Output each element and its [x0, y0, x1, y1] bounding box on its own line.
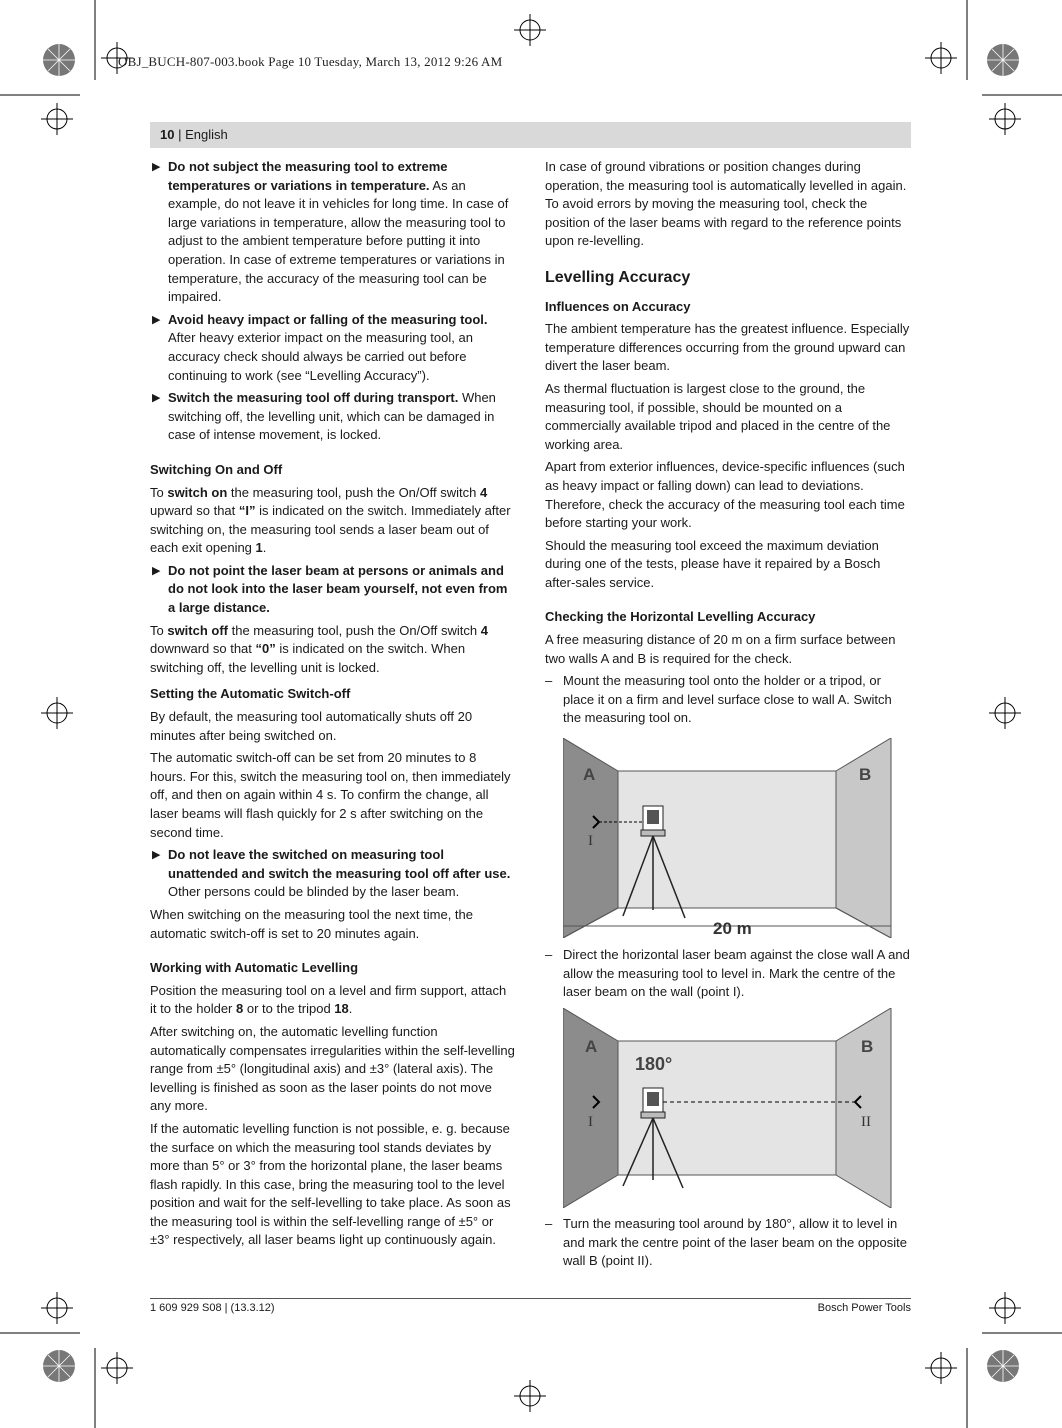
section-heading: Working with Automatic Levelling [150, 960, 359, 976]
step-item: – Direct the horizontal laser beam against the close wall A and allow the measuring tool to level in. Mark the centre of the laser beam on the wall (point I). [545, 947, 910, 1000]
page-number: 10 [160, 127, 175, 142]
paragraph: Should the measuring tool exceed the maximum deviation during one of the tests, please have it repaired by a Bosch after-sales service. [545, 537, 881, 590]
bullet-text: Other persons could be blinded by the laser beam. [168, 884, 460, 900]
paragraph: The ambient temperature has the greatest influence. Especially temperature differences occurring from the ground upward can divert the laser beam. [545, 321, 910, 374]
bullet-triangle-icon: ▶ [152, 392, 161, 405]
paragraph: As thermal fluctuation is largest close to the ground, the measuring tool, if possible, should be mounted on a commercially available tripod and placed in the centre of the working area. [545, 380, 891, 452]
bullet-bold: Avoid heavy impact or falling of the measuring tool. [168, 311, 488, 327]
paragraph: To switch off the measuring tool, push the On/Off switch 4 downward so that “0” is indicated on the switch. When switching off, the levelling unit is locked. [150, 622, 488, 675]
footer-brand: Bosch Power Tools [817, 1302, 911, 1314]
point-ii-label: II [861, 1114, 871, 1130]
paragraph: By default, the measuring tool automatically shuts off 20 minutes after being switched on. [150, 709, 473, 743]
point-i-label: I [588, 833, 593, 849]
point-i-label: I [588, 1114, 593, 1130]
wall-a-label: A [583, 765, 596, 784]
section-heading: Influences on Accuracy [545, 298, 691, 314]
safety-bullet [150, 846, 516, 902]
bullet-bold: Do not subject the measuring tool to extreme temperatures or variations in temperature. [168, 159, 448, 193]
bullet-triangle-icon: ▶ [152, 161, 161, 173]
wall-b-label: B [859, 765, 872, 784]
paragraph: If the automatic levelling function is not possible, e. g. because the surface on which the measuring tool stands deviates by more than 5° or 3° from the horizontal plane, the laser beams flash rapidly. In this case, bring the measuring tool to the level position and wait for the self-levelling to take place. As soon as the measuring tool is within the self-levelling range of ±5° or ±3° respectively, all laser beams light up continuously again. [150, 1120, 511, 1248]
section-title: Levelling Accuracy [545, 268, 691, 286]
step-block-3 [545, 1215, 911, 1275]
left-column [150, 158, 516, 1254]
figure-rotate-180 [563, 1008, 893, 1208]
bullet-bold: Do not leave the switched on measuring tool unattended and switch the measuring tool off after use. [168, 847, 511, 881]
step-item: – Mount the measuring tool onto the holder or a tripod, or place it on a firm and level surface close to wall A. Switch the measuring tool on. [545, 673, 892, 726]
bullet-triangle-icon: ▶ [152, 313, 161, 326]
header-separator: | [174, 127, 186, 142]
distance-label: 20 m [713, 919, 752, 938]
bullet-triangle-icon: ▶ [152, 849, 161, 862]
paragraph: Position the measuring tool on a level and firm support, attach it to the holder 8 or to the tripod 18. [150, 982, 507, 1017]
safety-bullet [150, 562, 516, 618]
print-slug: OBJ_BUCH-807-003.book Page 10 Tuesday, March 13, 2012 9:26 AM [118, 54, 503, 69]
bullet-text: When switching off, the levelling unit, which can be damaged in case of intense movement, is locked. [168, 390, 496, 443]
safety-bullet [150, 158, 516, 307]
paragraph: The automatic switch-off can be set from 20 minutes to 8 hours. For this, switch the measuring tool on, then immediately off, and then on again within 4 s. To confirm the change, all laser beams will flash quickly for 2 s after switching on the second time. [150, 750, 511, 840]
right-column [545, 158, 911, 732]
bullet-text: After heavy exterior impact on the measuring tool, an accuracy check should always be carried out before continuing to work (see “Levelling Accuracy”). [168, 330, 473, 383]
bullet-bold: Switch the measuring tool off during transport. [168, 390, 459, 406]
bullet-text: As an example, do not leave it in vehicles for long time. In case of large variations in temperature, allow the measuring tool to adjust to the ambient temperature before putting it into operation. In case of extreme temperatures or variations in temperature, the accuracy of the measuring tool can be impaired. [168, 177, 509, 305]
wall-a-label: A [585, 1037, 598, 1056]
section-heading: Switching On and Off [150, 461, 283, 477]
page-header [150, 122, 911, 148]
footer-doc-number: 1 609 929 S08 | (13.3.12) [150, 1302, 275, 1314]
safety-bullet [150, 311, 516, 385]
paragraph: When switching on the measuring tool the next time, the automatic switch-off is set to 20 minutes again. [150, 906, 474, 941]
paragraph: In case of ground vibrations or position changes during operation, the measuring tool is automatically levelled in again. To avoid errors by moving the measuring tool, check the position of the laser beams with regard to the reference points upon re-levelling. [545, 159, 907, 249]
step-item: – Turn the measuring tool around by 180°, allow it to level in and mark the centre point of the laser beam on the opposite wall B (point II). [545, 1216, 907, 1269]
step-block-2 [545, 946, 911, 1006]
section-heading: Checking the Horizontal Levelling Accuracy [545, 609, 816, 625]
rotation-angle-label: 180° [635, 1054, 673, 1074]
bullet-bold: Do not point the laser beam at persons or animals and do not look into the laser beam yourself, not even from a large distance. [168, 562, 508, 616]
language-label: English [185, 127, 228, 142]
wall-b-label: B [861, 1037, 874, 1056]
paragraph: After switching on, the automatic levelling function automatically compensates irregularities within the self-levelling range from ±5° (longitudinal axis) and ±3° (lateral axis). The levelling is finished as soon as the laser points do not move any more. [150, 1023, 515, 1114]
footer-rule [150, 1298, 911, 1299]
paragraph: A free measuring distance of 20 m on a firm surface between two walls A and B is required for the check. [545, 632, 896, 666]
page-number-label [160, 127, 228, 142]
section-heading: Setting the Automatic Switch-off [150, 686, 351, 702]
paragraph: To switch on the measuring tool, push the On/Off switch 4 upward so that “I” is indicated on the switch. Immediately after switching on, the measuring tool sends a laser beam out of each exit opening 1. [150, 484, 511, 556]
paragraph: Apart from exterior influences, device-specific influences (such as heavy impact or falling down) can lead to deviations. Therefore, check the accuracy of the measuring tool each time before starting your work. [545, 459, 905, 531]
safety-bullet [150, 389, 516, 445]
figure-wall-a-setup [563, 738, 893, 938]
bullet-triangle-icon: ▶ [152, 564, 161, 577]
